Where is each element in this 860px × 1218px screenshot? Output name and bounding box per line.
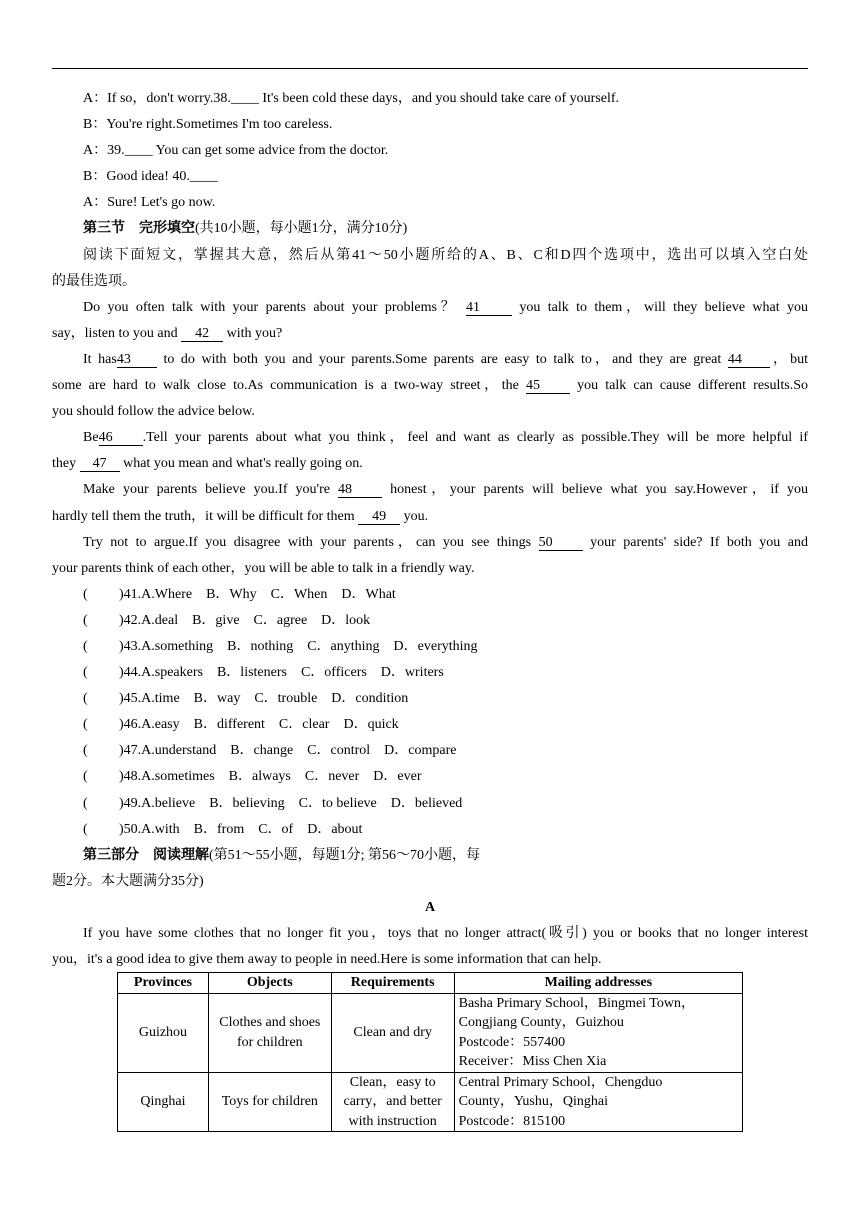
page-content (52, 86, 808, 973)
address-line: Receiver：Miss Chen Xia (458, 1054, 607, 1069)
option-line: ( )45.A.time B．way C．trouble D．condition (83, 691, 409, 707)
option-line: ( )50.A.with B．from C．of D．about (83, 821, 363, 837)
part-note-line: 题2分。本大题满分35分) (52, 873, 204, 889)
address-cell (454, 993, 742, 1072)
objects-cell: Toys for children (208, 1072, 331, 1132)
header-rule (52, 68, 808, 69)
passage-line: Try not to argue.If you disagree with your parents，can you see things 50 your parents' side? If both you and (83, 534, 809, 550)
objects-cell: Clothes and shoes for children (208, 993, 331, 1072)
instruction-line: 的最佳选项。 (52, 273, 136, 289)
passage-line: Be46 .Tell your parents about what you think，feel and want as clearly as possible.They will be more helpful if (83, 430, 808, 446)
reading-intro-line: you，it's a good idea to give them away to people in need.Here is some information that can help. (52, 952, 602, 968)
blank-46: 46 (99, 430, 143, 446)
address-line: Basha Primary School，Bingmei Town， (458, 995, 695, 1011)
address-line: Postcode：815100 (458, 1113, 566, 1129)
passage-heading: A (424, 899, 436, 915)
passage-line: you should follow the advice below. (52, 404, 255, 420)
column-header: Mailing addresses (454, 973, 742, 994)
option-line: ( )42.A.deal B．give C．agree D．look (83, 612, 371, 628)
passage-line: say，listen to you and 42 with you? (52, 325, 283, 341)
option-line: ( )48.A.sometimes B．always C．never D．ever (83, 769, 422, 785)
blank-50: 50 (539, 535, 583, 551)
dialogue-line: A：If so，don't worry.38.____ It's been cold these days，and you should take care of yourself. (83, 91, 620, 106)
blank-43: 43 (117, 352, 157, 368)
blank-42: 42 (181, 326, 223, 342)
requirements-cell: Clean and dry (331, 993, 454, 1072)
section-heading (52, 216, 808, 242)
blank-45: 45 (526, 378, 570, 394)
blank-41: 41 (466, 300, 512, 316)
blank-49: 49 (358, 509, 400, 525)
address-line: Central Primary School，Chengduo (458, 1074, 663, 1090)
passage-line: Make your parents believe you.If you're 48 honest，your parents will believe what you say.However，if you (83, 482, 809, 498)
blank-47: 47 (80, 456, 120, 472)
option-line: ( )43.A.something B．nothing C．anything D．everything (83, 638, 478, 654)
province-cell: Guizhou (118, 993, 209, 1072)
section-note: (共10小题，每小题1分，满分10分) (195, 221, 408, 237)
column-header: Requirements (331, 973, 454, 994)
province-cell: Qinghai (118, 1072, 209, 1132)
part-title: 第三部分 阅读理解 (83, 847, 209, 863)
address-cell (454, 1072, 742, 1132)
column-header: Provinces (118, 973, 209, 994)
passage-line: hardly tell them the truth，it will be difficult for them 49 you. (52, 508, 429, 524)
passage-line: Do you often talk with your parents about your problems？ 41 you talk to them，will they believe what you (83, 299, 808, 315)
blank-44: 44 (728, 352, 770, 368)
column-header: Objects (208, 973, 331, 994)
requirements-cell: Clean，easy to carry，and better with instruction (331, 1072, 454, 1132)
passage-line: they 47 what you mean and what's really going on. (52, 456, 363, 472)
table-row (118, 1072, 743, 1132)
section-title: 第三节 完形填空 (83, 221, 195, 237)
dialogue-line: B：Good idea! 40.____ (83, 169, 218, 185)
part-heading (52, 843, 808, 869)
dialogue-line: A：Sure! Let's go now. (83, 195, 216, 211)
instruction-line: 阅读下面短文，掌握其大意，然后从第41～50小题所给的A、B、C和D四个选项中，选出可以填入空白处 (83, 247, 808, 263)
passage-line: It has43 to do with both you and your parents.Some parents are easy to talk to，and they are great 44 ，but (83, 351, 809, 367)
dialogue-line: A：39.____ You can get some advice from the doctor. (83, 143, 389, 159)
address-line: Congjiang County，Guizhou (458, 1015, 624, 1030)
option-line: ( )41.A.Where B．Why C．When D．What (83, 586, 396, 602)
option-line: ( )44.A.speakers B．listeners C．officers D．writers (83, 665, 444, 681)
address-line: Postcode：557400 (458, 1034, 566, 1050)
option-line: ( )49.A.believe B．believing C．to believe D．believed (83, 795, 463, 811)
option-line: ( )47.A.understand B．change C．control D．compare (83, 743, 457, 759)
donation-table (117, 972, 743, 1132)
table-header-row (118, 973, 743, 994)
part-note: (第51～55小题，每题1分; 第56～70小题，每 (209, 847, 481, 863)
option-line: ( )46.A.easy B．different C．clear D．quick (83, 717, 399, 733)
dialogue-line: B：You're right.Sometimes I'm too careless. (83, 117, 333, 133)
address-line: County，Yushu，Qinghai (458, 1094, 608, 1109)
table-row (118, 993, 743, 1072)
passage-line: some are hard to walk close to.As communication is a two-way street，the 45 you talk can cause different results.So (52, 378, 809, 394)
blank-48: 48 (338, 482, 382, 498)
passage-line: your parents think of each other，you will be able to talk in a friendly way. (52, 560, 475, 576)
reading-intro-line: If you have some clothes that no longer fit you，toys that no longer attract(吸引) you or books that no longer interest (83, 926, 808, 941)
